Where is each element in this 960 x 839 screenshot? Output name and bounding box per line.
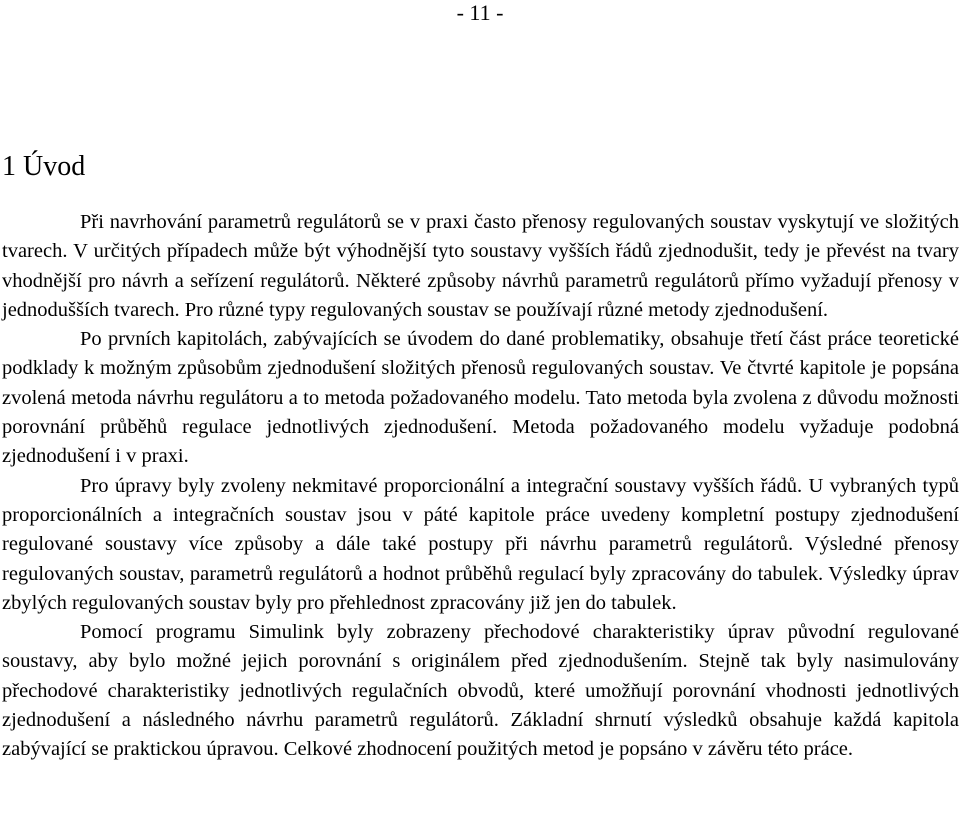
page-number: - 11 - (456, 0, 504, 25)
paragraph: Pro úpravy byly zvoleny nekmitavé proporcionální a integrační soustavy vyšších řádů. U vybraných typů proporcionálních a integračních soustav jsou v páté kapitole práce uvedeny kompletní postupy zjednodušení regulované soustavy více způsoby a dále také postupy při návrhu parametrů regulátorů. Výsledné přenosy regulovaných soustav, parametrů regulátorů a hodnot průběhů regulací byly zpracovány do tabulek. Výsledky úprav zbylých regulovaných soustav byly pro přehlednost zpracovány již jen do tabulek. (2, 474, 959, 614)
paragraph: Po prvních kapitolách, zabývajících se úvodem do dané problematiky, obsahuje třetí část práce teoretické podklady k možným způsobům zjednodušení složitých přenosů regulovaných soustav. Ve čtvrté kapitole je popsána zvolená metoda návrhu regulátoru a to metoda požadovaného modelu. Tato metoda byla zvolena z důvodu možnosti porovnání průběhů regulace jednotlivých zjednodušení. Metoda požadovaného modelu vyžaduje podobná zjednodušení i v praxi. (2, 328, 959, 468)
body-text (2, 208, 959, 765)
paragraph: Pomocí programu Simulink byly zobrazeny přechodové charakteristiky úprav původní regulované soustavy, aby bylo možné jejich porovnání s originálem před zjednodušením. Stejně tak byly nasimulovány přechodové charakteristiky jednotlivých regulačních obvodů, které umožňují porovnání vhodnosti jednotlivých zjednodušení a následného návrhu parametrů regulátorů. Základní shrnutí výsledků obsahuje každá kapitola zabývající se praktickou úpravou. Celkové zhodnocení použitých metod je popsáno v závěru této práce. (2, 621, 959, 761)
section-heading: 1 Úvod (2, 151, 86, 182)
paragraph: Při navrhování parametrů regulátorů se v praxi často přenosy regulovaných soustav vyskytují ve složitých tvarech. V určitých případech může být výhodnější tyto soustavy vyšších řádů zjednodušit, tedy je převést na tvary vhodnější pro návrh a seřízení regulátorů. Některé způsoby návrhů parametrů regulátorů přímo vyžadují přenosy v jednodušších tvarech. Pro různé typy regulovaných soustav se používají různé metody zjednodušení. (2, 211, 959, 321)
